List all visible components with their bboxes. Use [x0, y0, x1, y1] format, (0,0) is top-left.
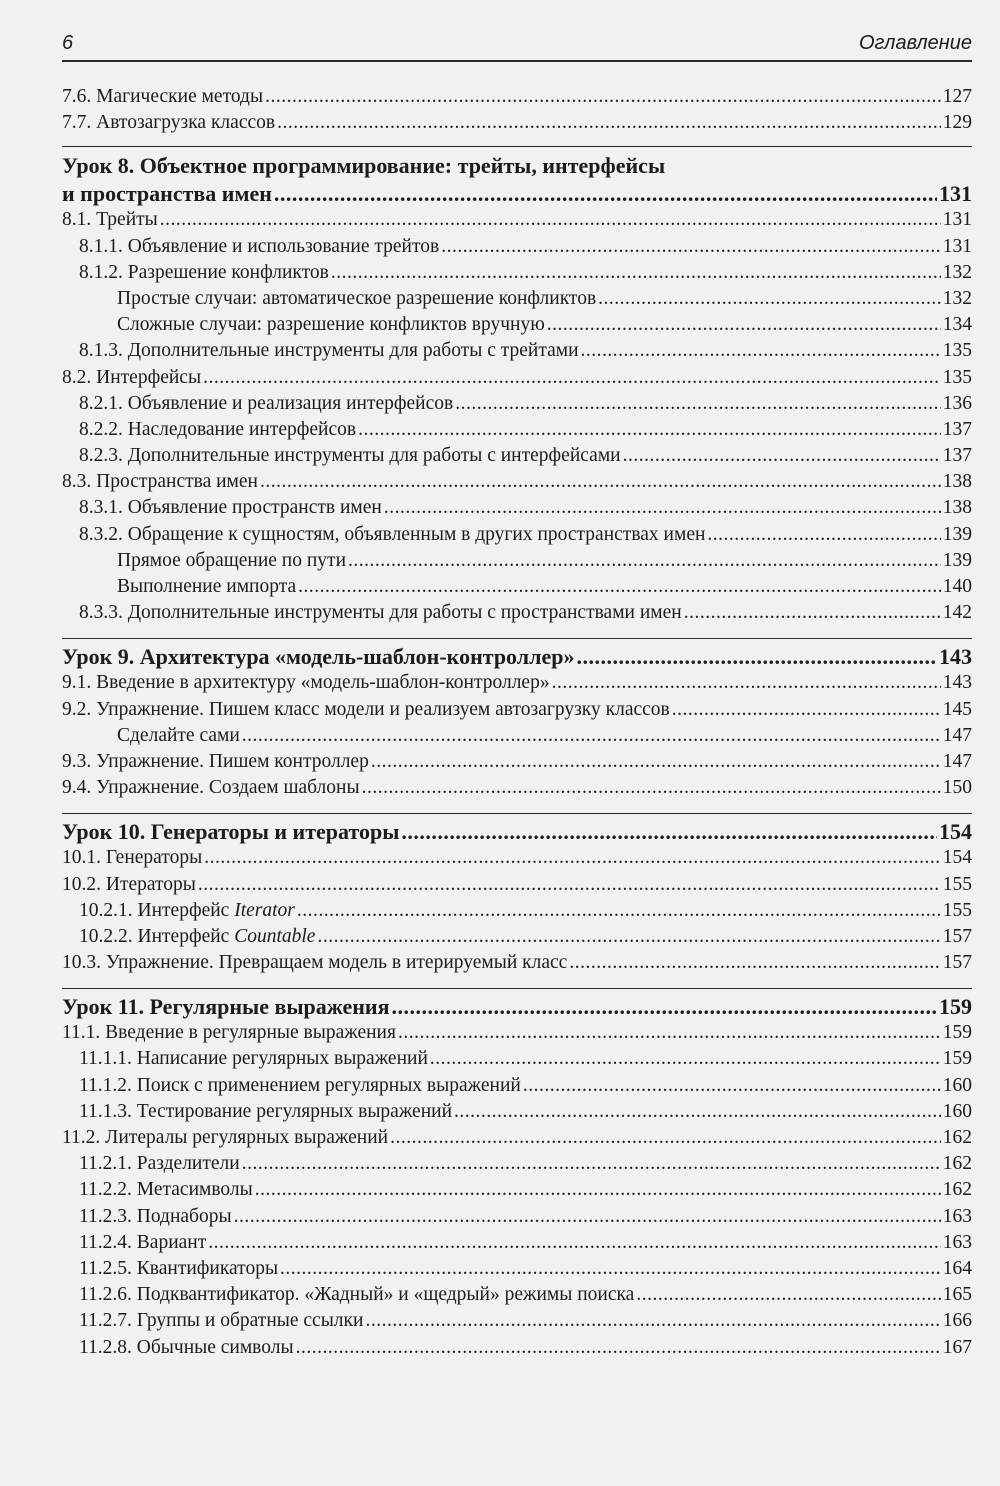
- running-header: [62, 30, 972, 62]
- toc-entry: 9.2. Упражнение. Пишем класс модели и реализуем автозагрузку классов ..... 145: [62, 697, 972, 723]
- toc-entry: 7.7. Автозагрузка классов ..... 129: [62, 110, 972, 136]
- toc-entry: 11.1.1. Написание регулярных выражений ..... 159: [62, 1046, 972, 1072]
- toc-entry: 8.3.2. Обращение к сущностям, объявленным в других пространствах имен ..... 139: [62, 522, 972, 548]
- toc-entry: 9.4. Упражнение. Создаем шаблоны ..... 150: [62, 775, 972, 801]
- lesson-title-row: Урок 9. Архитектура «модель-шаблон-контроллер» ..... 143: [62, 643, 972, 670]
- toc-entry: 11.1. Введение в регулярные выражения ..... 159: [62, 1020, 972, 1046]
- toc-entry: 11.2.1. Разделители ..... 162: [62, 1151, 972, 1177]
- table-of-contents: [62, 84, 972, 1361]
- lesson-title-row: Урок 11. Регулярные выражения ..... 159: [62, 993, 972, 1020]
- lesson-8: [62, 146, 972, 207]
- toc-entry: 8.2.2. Наследование интерфейсов ..... 137: [62, 417, 972, 443]
- toc-entry: 10.2.2. Интерфейс Countable ..... 157: [62, 924, 972, 950]
- toc-entry: 11.2.3. Поднаборы ..... 163: [62, 1204, 972, 1230]
- lesson-title-row: и пространства имен ..... 131: [62, 180, 972, 207]
- toc-entry: 8.3.3. Дополнительные инструменты для работы с пространствами имен ..... 142: [62, 600, 972, 626]
- toc-entry: 11.2. Литералы регулярных выражений ..... 162: [62, 1125, 972, 1151]
- toc-entry: Сложные случаи: разрешение конфликтов вручную ..... 134: [62, 312, 972, 338]
- toc-entry: 11.2.7. Группы и обратные ссылки ..... 166: [62, 1308, 972, 1334]
- toc-entry: 11.2.8. Обычные символы ..... 167: [62, 1335, 972, 1361]
- toc-entry: 11.2.5. Квантификаторы ..... 164: [62, 1256, 972, 1282]
- toc-entry: 11.2.4. Вариант ..... 163: [62, 1230, 972, 1256]
- toc-entry: 10.2. Итераторы ..... 155: [62, 872, 972, 898]
- lesson-10: [62, 813, 972, 845]
- toc-entry: 11.2.2. Метасимволы ..... 162: [62, 1177, 972, 1203]
- toc-entry: 11.2.6. Подквантификатор. «Жадный» и «щедрый» режимы поиска ..... 165: [62, 1282, 972, 1308]
- lesson-9: [62, 638, 972, 670]
- toc-entry: 8.1.1. Объявление и использование трейтов ..... 131: [62, 234, 972, 260]
- toc-entry: 8.3. Пространства имен ..... 138: [62, 469, 972, 495]
- toc-entry: 8.3.1. Объявление пространств имен ..... 138: [62, 495, 972, 521]
- toc-entry: 8.2. Интерфейсы ..... 135: [62, 365, 972, 391]
- toc-entry: 11.1.2. Поиск с применением регулярных выражений ..... 160: [62, 1073, 972, 1099]
- toc-entry: 8.2.3. Дополнительные инструменты для работы с интерфейсами ..... 137: [62, 443, 972, 469]
- lesson-title-row: Урок 10. Генераторы и итераторы ..... 154: [62, 818, 972, 845]
- toc-entry: 8.1.3. Дополнительные инструменты для работы с трейтами ..... 135: [62, 338, 972, 364]
- toc-entry: 11.1.3. Тестирование регулярных выражений ..... 160: [62, 1099, 972, 1125]
- toc-entry: 9.1. Введение в архитектуру «модель-шаблон-контроллер» ..... 143: [62, 670, 972, 696]
- toc-entry: 7.6. Магические методы ..... 127: [62, 84, 972, 110]
- running-title: Оглавление: [858, 32, 972, 54]
- toc-entry: 10.1. Генераторы ..... 154: [62, 845, 972, 871]
- toc-entry: Простые случаи: автоматическое разрешение конфликтов ..... 132: [62, 286, 972, 312]
- page-number: 6: [62, 32, 74, 54]
- toc-entry: 10.2.1. Интерфейс Iterator ..... 155: [62, 898, 972, 924]
- toc-entry: Прямое обращение по пути ..... 139: [62, 548, 972, 574]
- toc-entry: Сделайте сами ..... 147: [62, 723, 972, 749]
- toc-entry: 8.2.1. Объявление и реализация интерфейсов ..... 136: [62, 391, 972, 417]
- lesson-title: Урок 8. Объектное программирование: трейты, интерфейсы: [62, 153, 666, 179]
- toc-entry: 8.1.2. Разрешение конфликтов ..... 132: [62, 260, 972, 286]
- toc-entry: 10.3. Упражнение. Превращаем модель в итерируемый класс ..... 157: [62, 950, 972, 976]
- toc-entry: Выполнение импорта ..... 140: [62, 574, 972, 600]
- toc-entry: 8.1. Трейты ..... 131: [62, 207, 972, 233]
- toc-entry: 9.3. Упражнение. Пишем контроллер ..... 147: [62, 749, 972, 775]
- lesson-11: [62, 988, 972, 1020]
